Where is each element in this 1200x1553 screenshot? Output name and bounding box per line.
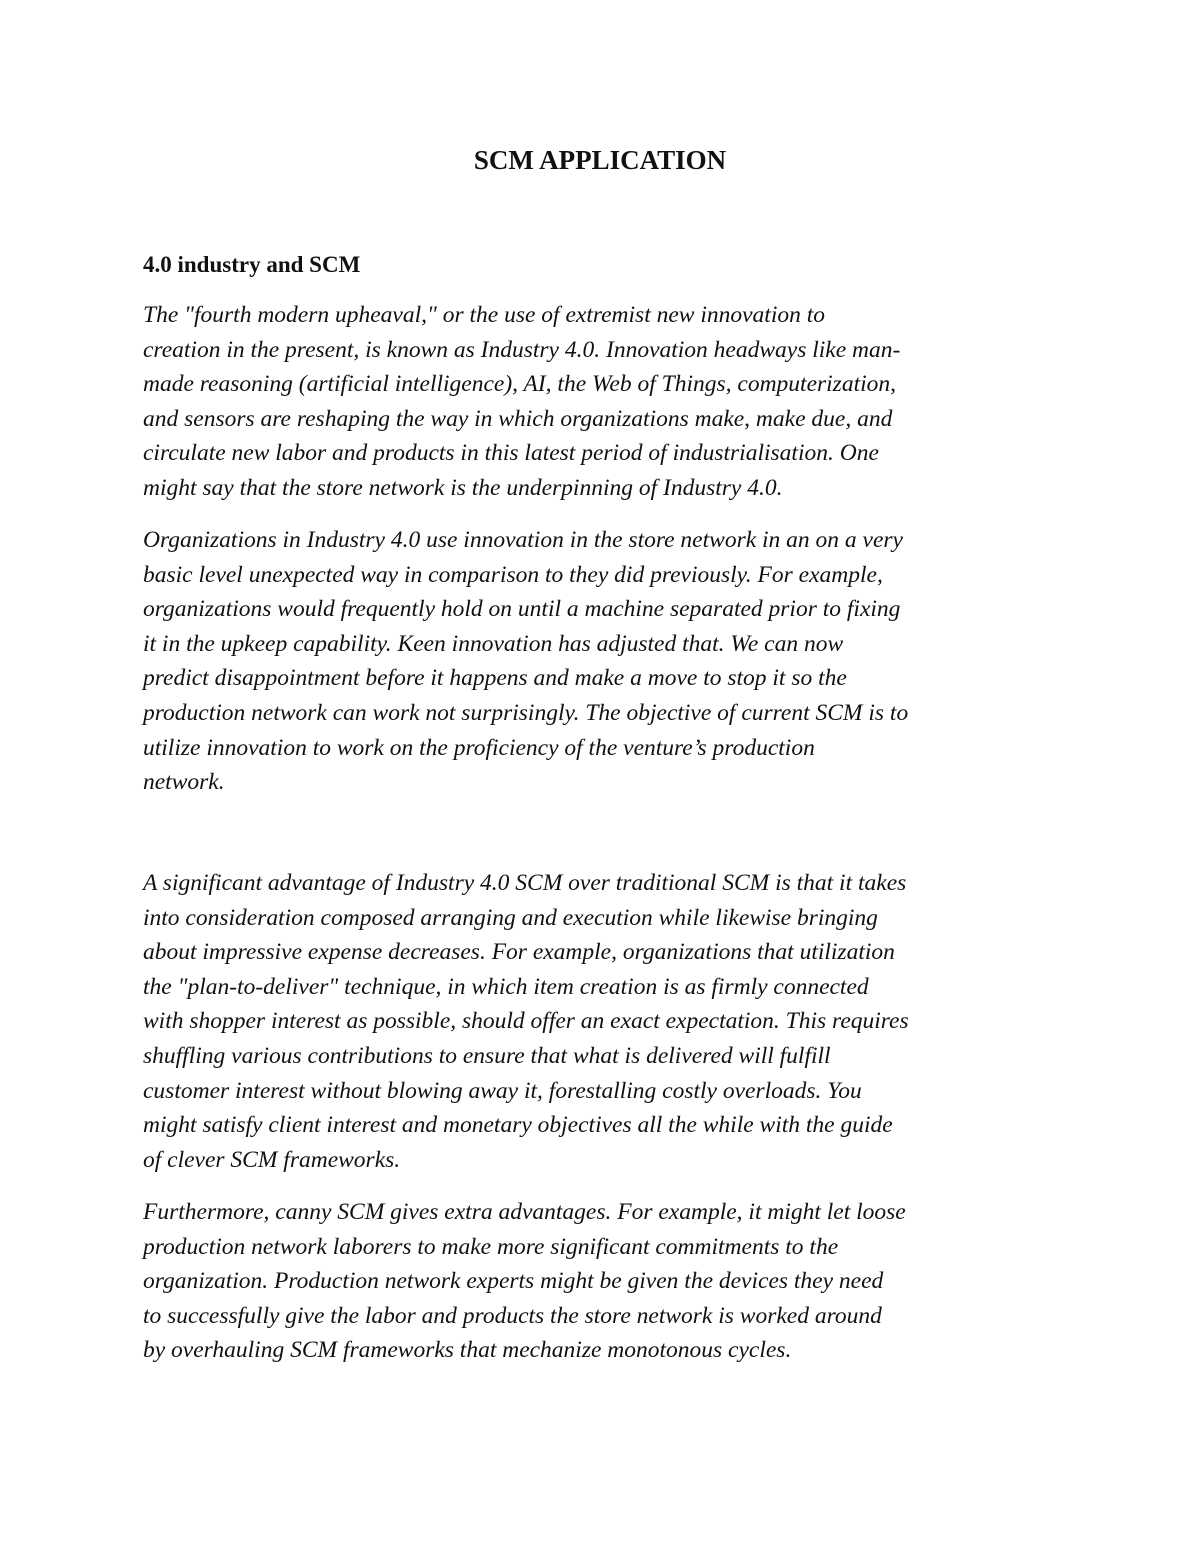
paragraph-line: organization. Production network experts might be given the devices they need [143,1268,884,1295]
paragraph-line: and sensors are reshaping the way in which organizations make, make due, and [143,405,893,432]
paragraph-line: creation in the present, is known as Industry 4.0. Innovation headways like man- [143,336,901,363]
paragraph-line: might say that the store network is the underpinning of Industry 4.0. [143,474,783,501]
paragraph [143,866,1103,1177]
paragraph-line: made reasoning (artificial intelligence), AI, the Web of Things, computerization, [143,371,896,398]
paragraph-line: network. [143,769,225,796]
paragraph-line: Furthermore, canny SCM gives extra advantages. For example, it might let loose [143,1199,906,1225]
paragraph-line: circulate new labor and products in this latest period of industrialisation. One [143,440,879,467]
paragraph [143,1195,1103,1368]
section-heading: 4.0 industry and SCM [143,252,361,277]
paragraph-line: about impressive expense decreases. For example, organizations that utilization [143,939,895,966]
paragraph-line: basic level unexpected way in comparison to they did previously. For example, [143,561,883,588]
paragraph-line: into consideration composed arranging and execution while likewise bringing [143,904,878,931]
paragraph-line: might satisfy client interest and monetary objectives all the while with the guide [143,1112,893,1139]
paragraph-line: production network can work not surprisingly. The objective of current SCM is to [143,699,909,726]
paragraph-line: to successfully give the labor and products the store network is worked around [143,1302,882,1329]
paragraph-line: shuffling various contributions to ensure that what is delivered will fulfill [143,1042,831,1069]
paragraph [143,523,1103,800]
paragraph-line: production network laborers to make more significant commitments to the [143,1233,839,1260]
paragraph-line: it in the upkeep capability. Keen innovation has adjusted that. We can now [143,630,844,657]
paragraph-line: customer interest without blowing away it, forestalling costly overloads. You [143,1077,862,1104]
paragraph-line: A significant advantage of Industry 4.0 SCM over traditional SCM is that it takes [143,870,907,896]
paragraph-line: by overhauling SCM frameworks that mechanize monotonous cycles. [143,1337,792,1364]
paragraph-line: The "fourth modern upheaval," or the use of extremist new innovation to [143,302,826,328]
paragraph-line: Organizations in Industry 4.0 use innovation in the store network in an on a very [143,527,903,553]
paragraph-line: the "plan-to-deliver" technique, in which item creation is as firmly connected [143,973,869,1000]
paragraph-line: predict disappointment before it happens and make a move to stop it so the [143,665,847,692]
paragraph-line: utilize innovation to work on the proficiency of the venture’s production [143,734,815,761]
paragraph-line: of clever SCM frameworks. [143,1146,401,1173]
paragraph-line: with shopper interest as possible, should offer an exact expectation. This requires [143,1008,909,1035]
paragraph-line: organizations would frequently hold on until a machine separated prior to fixing [143,596,901,623]
document-title: SCM APPLICATION [473,145,727,175]
paragraph [143,298,1103,506]
